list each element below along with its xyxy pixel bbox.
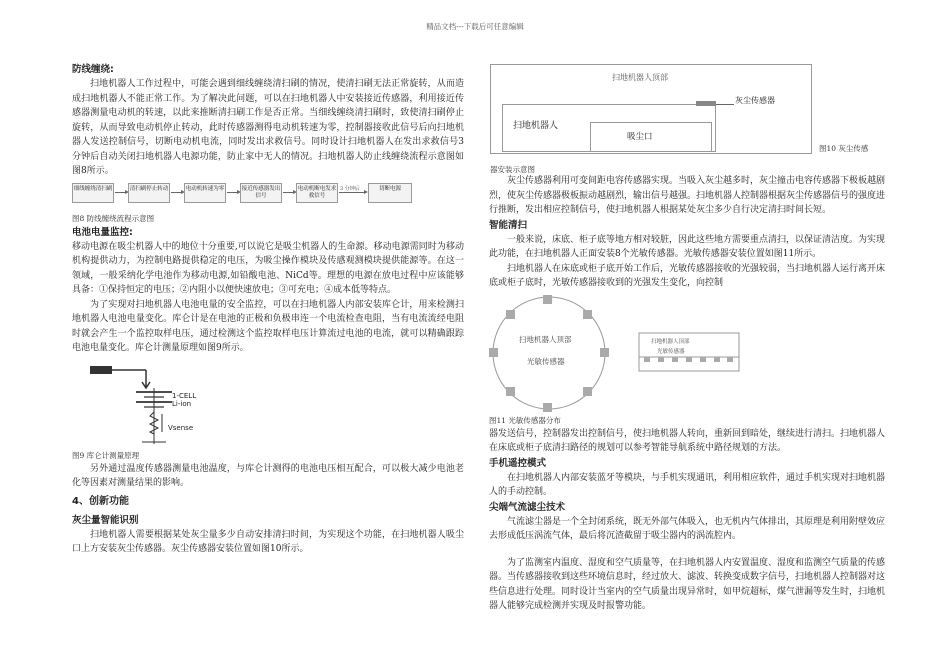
paragraph: 为了监测室内温度、湿度和空气质量等，在扫地机器人内安置温度、湿度和监测空气质量的传感器。当传感器接收到这些环境信息时，经过放大、滤波、转换变成数字信号，扫地机器人控制器对这些信息进行处理。同时设计当室内的空气质量出现异常时，如甲烷超标，煤气泄漏等发生时，扫地机器人能够完成检测并实现及时报警功能。 — [489, 557, 886, 611]
paragraph: 另外通过温度传感器测量电池温度，与库仑计测得的电池电压相互配合，可以极大减少电池老化等因素对测量结果的影响。 — [72, 463, 464, 488]
figure-8-caption: 图8 防线缠绕流程示意图 — [72, 213, 155, 223]
flow-arrow — [283, 192, 294, 193]
circuit-label-cell: 1-CELL — [172, 391, 197, 400]
figure-11-side-sensor: 光敏传感器 — [657, 348, 685, 355]
figure-10-caption-cont: 器安装示意图 — [490, 165, 535, 174]
flow-delay-label: 3 分钟后 — [340, 185, 360, 192]
circuit-label-liion: Li-ion — [172, 399, 192, 408]
figure-11-circle-label: 扫地机器人顶部 — [519, 334, 572, 344]
figure-11-side-title: 扫地机器人顶部 — [651, 338, 690, 345]
flow-arrow — [171, 192, 182, 193]
paragraph: 在扫地机器人内部安装蓝牙等模块，与手机实现通讯，利用相应软件，通过手机实现对扫地机器人的手动控制。 — [489, 472, 886, 497]
figure-9-caption: 图9 库仑计测量原理 — [72, 450, 140, 460]
figure-11-center-label: 光敏传感器 — [527, 356, 565, 366]
paragraph: 扫地机器人工作过程中，可能会遇到细线缠绕清扫刷的情况，使清扫刷无法正常旋转，从而造成扫地机器人不能正常工作。为了解决此问题，可以在扫地机器人中安装接近传感器，利用接近传感器测量电动机的转速，以此来推断清扫刷工作是否正常。当细线缠绕清扫刷时，致使清扫刷停止旋转，从而导致电动机停止转动，此时传感器测得电动机转速为零，控制器接收此信号后向扫地机器人发送控制信号，切断电动机电流，同时发出求救信号。同时设计扫地机器人在发出求救信号3分钟后自动关闭扫地机器人电源功能，防止家中无人的情况。扫地机器人防止线缠绕流程示意图如图8所示。 — [72, 79, 464, 176]
section-title-smart: 智能清扫 — [489, 219, 528, 231]
paragraph: 扫地机器人在床底或柜子底开始工作后，光敏传感器接收的光强较弱，当扫地机器人运行离开床底或柜子底时，光敏传感器接收到的光强发生变化，向控制 — [489, 263, 886, 288]
figure-10-leader-line — [716, 104, 734, 105]
flow-box: 细线缠绕清扫刷 — [72, 183, 114, 203]
paragraph: 灰尘传感器利用可变间距电容传感器实现。当吸入灰尘越多时，灰尘撞击电容传感器下极板越剧烈，使灰尘传感器极板振动越剧烈，输出信号越强。扫地机器人控制器根据灰尘传感器信号的强度进行推断，发出相应控制信号，使扫地机器人根据某处灰尘多少自行决定清扫时间长短。 — [489, 176, 886, 215]
figure-10-sensor-label: 灰尘传感器 — [735, 96, 775, 105]
figure-8-flowchart — [72, 183, 464, 207]
figure-10-port — [590, 122, 712, 152]
circuit-label-vsense: Vsense — [168, 423, 194, 432]
paragraph: 一般来说，床底、柜子底等地方相对较脏，因此这些地方需要重点清扫，以保证清洁度。为实现此功能，在扫地机器人正面安装8个光敏传感器。光敏传感器安装位置如图11所示。 — [489, 234, 886, 259]
figure-10-port-label: 吸尘口 — [627, 132, 653, 142]
section-title-cyclone: 尖端气流滤尘技术 — [489, 501, 566, 513]
paragraph: 器发送信号，控制器发出控制信号，使扫地机器人转向，重新回到暗处，继续进行清扫。扫地机器人在床底或柜子底清扫路径的规划可以参考智能导航系统中路径规划的方法。 — [489, 428, 886, 453]
circuit-diagram — [72, 362, 232, 450]
section-title-anti-tangle: 防线缠绕: — [72, 64, 114, 75]
flow-box: 切断电源 — [368, 183, 412, 203]
paragraph: 扫地机器人需要根据某处灰尘量多少自动安排清扫时间，为实现这个功能，在扫地机器人吸尘口上方安装灰尘传感器。灰尘传感器安装位置如图10所示。 — [72, 529, 464, 554]
figure-10-sensor — [696, 101, 716, 106]
section-title-innovation: 4、创新功能 — [72, 495, 129, 507]
right-column — [489, 174, 885, 614]
flow-box: 电动机断电发求救信号 — [296, 183, 338, 203]
section-title-battery: 电池电量监控: — [72, 226, 133, 238]
flow-box: 电动机转速为零 — [184, 183, 226, 203]
figure-11-light-sensors — [489, 295, 749, 415]
figure-10-dust-sensor — [490, 64, 810, 164]
section-title-remote: 手机遥控模式 — [489, 457, 547, 469]
figure-9-circuit — [72, 362, 232, 450]
flow-arrow — [339, 192, 365, 193]
flow-arrow — [115, 192, 126, 193]
paragraph: 移动电源在吸尘机器人中的地位十分重要,可以说它是吸尘机器人的生命源。移动电源需同时为移动机构提供动力，为控制电路提供稳定的电压，为吸尘操作模块及传感观测模块提供能源等。在这一领域，一般采纳化学电池作为移动电源,如铅酸电池、NiCd等。理想的电源在放电过程中应该能够具备：①保持恒定的电压；②内阻小以便快速放电；③可充电；④成本低等特点。 — [72, 241, 464, 295]
figure-10-title: 扫地机器人顶部 — [612, 73, 668, 82]
figure-11-caption: 图11 光敏传感器分布 — [489, 415, 561, 425]
left-column — [72, 62, 464, 557]
flow-box: 清扫刷停止转动 — [128, 183, 170, 203]
paragraph: 气流滤尘器是一个全封闭系统，既无外部气体吸入，也无机内气体排出，其原理是利用附壁效应去形成低压涡流气体，最后将沉渣截留于吸尘器内的涡流腔内。 — [489, 516, 886, 541]
paragraph: 为了实现对扫地机器人电池电量的安全监控，可以在扫地机器人内部安装库仑计，用来检测扫地机器人电池电量变化。库仑计是在电池的正极和负极串连一个电流检查电阻，当有电流流经电阻时就会产生一个监控取样电压，通过检测这个监控取样电压计算流过电池的电流，就可以精确跟踪电池电量变化。库仑计测量原理如图9所示。 — [72, 299, 464, 353]
flow-box: 接近传感器发出信号 — [240, 183, 282, 203]
figure-10-caption: 图10 灰尘传感 — [819, 144, 869, 153]
figure-10-robot-label: 扫地机器人 — [513, 121, 559, 131]
page-header: 精品文档---下载后可任意编辑 — [426, 22, 524, 31]
section-title-dust: 灰尘量智能识别 — [72, 514, 139, 526]
flow-arrow — [227, 192, 238, 193]
